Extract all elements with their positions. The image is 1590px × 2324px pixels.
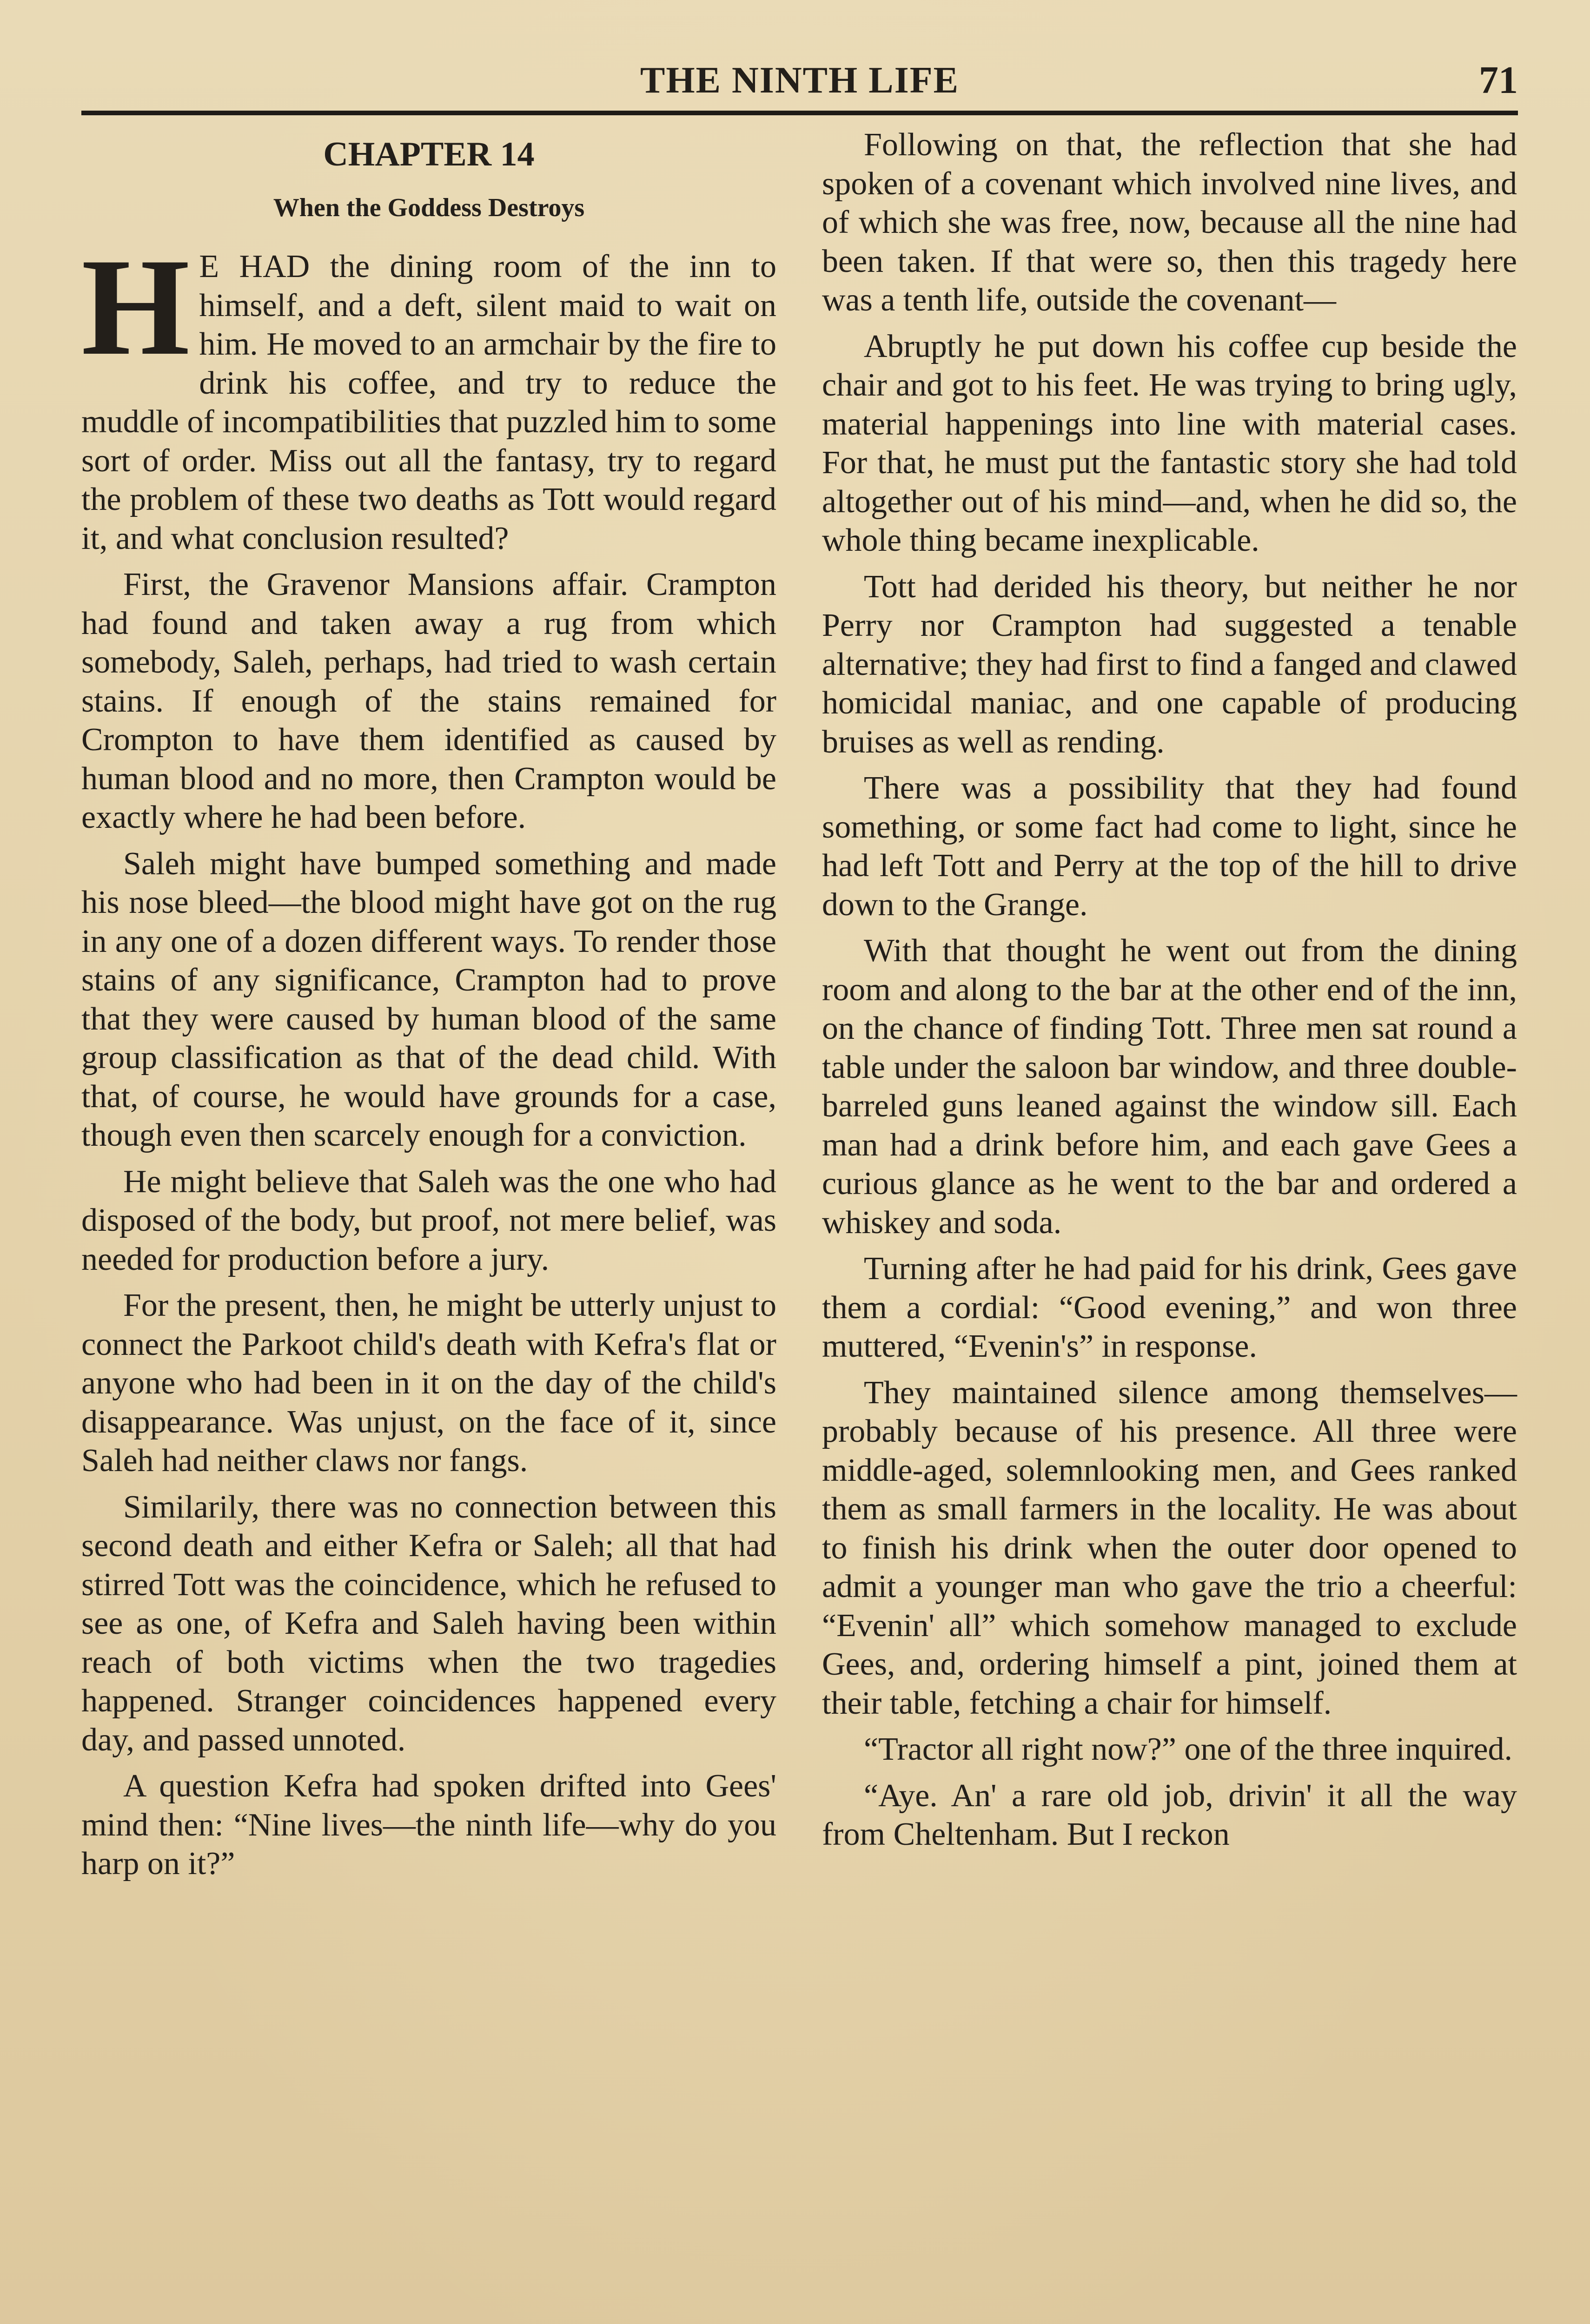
drop-cap: H bbox=[81, 230, 190, 384]
paragraph: Tott had derided his theory, but neither he nor Perry nor Crampton had suggested a tenable alternative; they had first to find a fanged and clawed homicidal maniac, and one capable of producing bruises as well as rending. bbox=[822, 568, 1517, 760]
paragraph: A question Kefra had spoken drifted into Gees' mind then: “Nine lives—the ninth life—why do you harp on it?” bbox=[81, 1768, 776, 1882]
paragraph: Turning after he had paid for his drink, Gees gave them a cordial: “Good evening,” and won three muttered, “Evenin's” in response. bbox=[822, 1251, 1517, 1364]
paragraph: Abruptly he put down his coffee cup beside the chair and got to his feet. He was trying to bring ugly, material happenings into line with material cases. For that, he must put the fantastic story she had told altogether out of his mind—and, when he did so, the whole thing became inexplicable. bbox=[822, 328, 1517, 558]
paragraph: Following on that, the reflection that she had spoken of a covenant which involved nine lives, and of which she was free, now, because all the nine had been taken. If that were so, then this tragedy here was a tenth life, outside the covenant— bbox=[822, 127, 1517, 318]
running-head bbox=[81, 55, 1518, 106]
paragraph: They maintained silence among themselves—probably because of his presence. All three were middle-aged, solemnlooking men, and Gees ranked them as small farmers in the locality. He was about to finish his drink when the outer door opened to admit a younger man who gave the trio a cheerful: “Evenin' all” which somehow managed to exclude Gees, and, ordering himself a pint, joined them at their table, fetching a chair for himself. bbox=[822, 1374, 1517, 1721]
paragraph: He might believe that Saleh was the one who had disposed of the body, but proof, not mere belief, was needed for production before a jury. bbox=[81, 1163, 776, 1277]
chapter-subtitle: When the Goddess Destroys bbox=[273, 193, 585, 222]
paragraph: Saleh might have bumped something and made his nose bleed—the blood might have got on the rug in any one of a dozen different ways. To render those stains of any significance, Crampton had to prove that they were caused by human blood of the same group classification as that of the dead child. With that, of course, he would have grounds for a case, though even then scarcely enough for a conviction. bbox=[81, 845, 776, 1153]
header-rule bbox=[81, 111, 1518, 115]
paragraph: Similarily, there was no connection between this second death and either Kefra or Saleh; all that had stirred Tott was the coincidence, which he refused to see as one, of Kefra and Saleh having been within reach of both victims when the two tragedies happened. Stranger coincidences happened every day, and passed unnoted. bbox=[81, 1489, 776, 1758]
opening-paragraph bbox=[81, 230, 776, 558]
page-number: 71 bbox=[1479, 59, 1518, 102]
left-column bbox=[81, 125, 776, 1891]
running-title: THE NINTH LIFE bbox=[640, 60, 959, 101]
paragraph: With that thought he went out from the dining room and along to the bar at the other end of the inn, on the chance of finding Tott. Three men sat round a table under the saloon bar window, and three double-barreled guns leaned against the window sill. Each man had a drink before him, and each gave Gees a curious glance as he went to the bar and ordered a whiskey and soda. bbox=[822, 933, 1517, 1241]
paragraph: For the present, then, he might be utterly unjust to connect the Parkoot child's death with Kefra's flat or anyone who had been in it on the day of the child's disappearance. Was unjust, on the face of it, since Saleh had neither claws nor fangs. bbox=[81, 1287, 776, 1479]
opening-paragraph-text: E HAD the dining room of the inn to himself, and a deft, silent maid to wait on him. He moved to an armchair by the fire to drink his coffee, and try to reduce the muddle of incompatibilities that puzzled him to some sort of order. Miss out all the fantasy, try to regard the problem of these two deaths as Tott would regard it, and what conclusion resulted? bbox=[81, 249, 776, 556]
chapter-title: CHAPTER 14 bbox=[323, 135, 535, 173]
paragraph: “Tractor all right now?” one of the three inquired. bbox=[864, 1731, 1513, 1767]
paragraph: There was a possibility that they had found something, or some fact had come to light, since he had left Tott and Perry at the top of the hill to drive down to the Grange. bbox=[822, 770, 1517, 923]
paragraph: First, the Gravenor Mansions affair. Crampton had found and taken away a rug from which somebody, Saleh, perhaps, had tried to wash certain stains. If enough of the stains remained for Crompton to have them identified as caused by human blood and no more, then Crampton would be exactly where he had been before. bbox=[81, 567, 776, 835]
paragraph: “Aye. An' a rare old job, drivin' it all the way from Cheltenham. But I reckon bbox=[822, 1777, 1517, 1852]
right-column bbox=[822, 125, 1517, 1862]
